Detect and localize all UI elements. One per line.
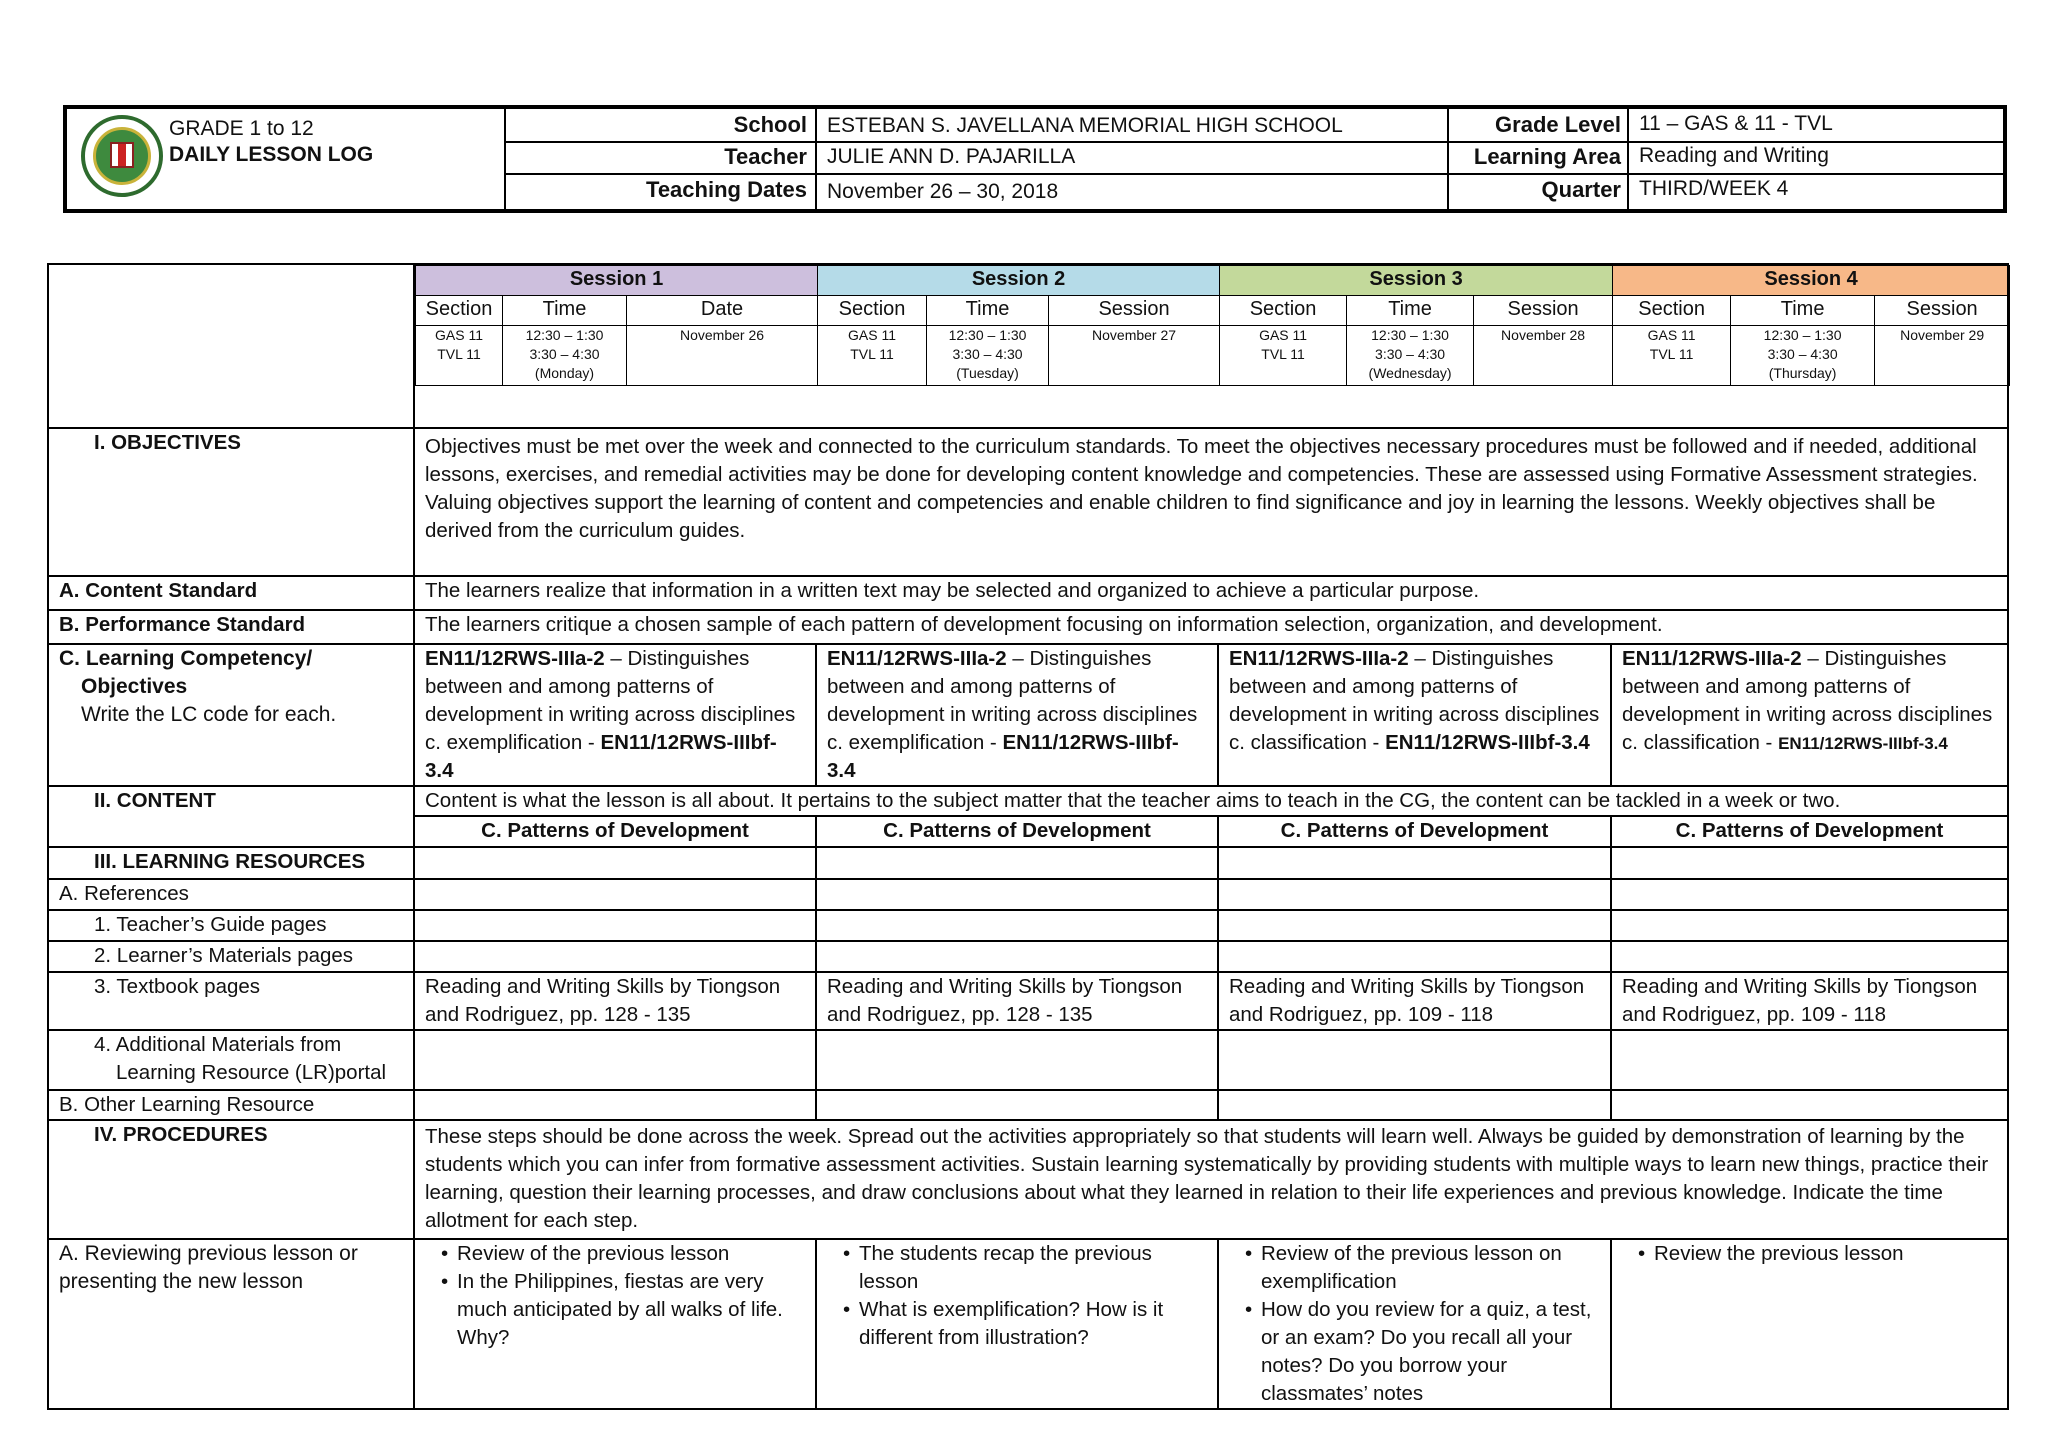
list-item: • What is exemplification? How is it different from illustration? — [845, 1296, 1207, 1352]
col-header: Section — [1613, 295, 1731, 326]
col-header: Time — [1347, 295, 1474, 326]
list-item: • Review of the previous lesson — [443, 1240, 805, 1268]
daily-lesson-log-table — [47, 263, 2009, 1410]
textbook-pages-session-4: Reading and Writing Skills by Tiongson and Rodriguez, pp. 109 - 118 — [1611, 972, 2008, 1030]
session-time: 12:30 – 1:30 3:30 – 4:30 (Wednesday) — [1347, 326, 1474, 385]
review-session-4 — [1611, 1239, 2008, 1409]
col-header: Date — [627, 295, 818, 326]
school-seal-icon — [81, 115, 163, 197]
references-label: A. References — [48, 879, 414, 910]
objectives-text: Objectives must be met over the week and connected to the curriculum standards. To meet the objectives necessary procedures must be followed and if needed, additional lessons, exercises, and remedial activities may be done for developing content knowledge and competencies. These are assessed using Formative Assessment strategies. Valuing objectives support the learning of content and competencies and enable children to find significance and joy in learning the lessons. Weekly objectives shall be derived from the curriculum guides. — [414, 428, 2008, 576]
content-standard-label: A. Content Standard — [48, 576, 414, 610]
session-time: 12:30 – 1:30 3:30 – 4:30 (Monday) — [503, 326, 627, 385]
learning-area: Reading and Writing — [1639, 144, 1829, 167]
grade-level: 11 – GAS & 11 - TVL — [1639, 112, 1833, 135]
procedures-label: IV. PROCEDURES — [48, 1120, 414, 1239]
session-3-header: Session 3 — [1220, 266, 1613, 296]
col-header: Section — [1220, 295, 1347, 326]
list-item: • Review the previous lesson — [1640, 1240, 1997, 1268]
session-sections: GAS 11 TVL 11 — [818, 326, 927, 385]
textbook-pages-session-3: Reading and Writing Skills by Tiongson and Rodriguez, pp. 109 - 118 — [1218, 972, 1611, 1030]
additional-materials-label: 4. Additional Materials from Learning Resource (LR)portal — [48, 1030, 414, 1090]
col-header: Time — [1731, 295, 1875, 326]
col-header: Time — [927, 295, 1049, 326]
session-sections: GAS 11 TVL 11 — [416, 326, 503, 385]
teachers-guide-label: 1. Teacher’s Guide pages — [48, 910, 414, 941]
textbook-pages-session-1: Reading and Writing Skills by Tiongson and Rodriguez, pp. 128 - 135 — [414, 972, 816, 1030]
session-time: 12:30 – 1:30 3:30 – 4:30 (Tuesday) — [927, 326, 1049, 385]
teaching-dates: November 26 – 30, 2018 — [827, 180, 1059, 203]
review-session-2 — [816, 1239, 1218, 1409]
learning-area-label: Learning Area — [1473, 144, 1621, 169]
blank-corner-cell — [48, 264, 414, 428]
review-session-3 — [1218, 1239, 1611, 1409]
list-item: • In the Philippines, fiestas are very much anticipated by all walks of life. Why? — [443, 1268, 805, 1352]
list-item: • The students recap the previous lesson — [845, 1240, 1207, 1296]
teacher-label: Teacher — [724, 144, 807, 169]
content-standard-text: The learners realize that information in a written text may be selected and organized to achieve a particular purpose. — [414, 576, 2008, 610]
performance-standard-text: The learners critique a chosen sample of each pattern of development focusing on information selection, organization, and development. — [414, 610, 2008, 644]
textbook-pages-label: 3. Textbook pages — [48, 972, 414, 1030]
col-header: Session — [1049, 295, 1220, 326]
session-date: November 27 — [1049, 326, 1220, 385]
session-time: 12:30 – 1:30 3:30 – 4:30 (Thursday) — [1731, 326, 1875, 385]
content-label: II. CONTENT — [48, 786, 414, 847]
session-sections: GAS 11 TVL 11 — [1220, 326, 1347, 385]
session-date: November 28 — [1474, 326, 1613, 385]
school-name: ESTEBAN S. JAVELLANA MEMORIAL HIGH SCHOOL — [827, 114, 1343, 137]
competency-session-1: EN11/12RWS-IIIa-2 – Distinguishes between and among patterns of development in writing across disciplines c. exemplification - EN11/12RWS-IIIbf-3.4 — [414, 644, 816, 786]
col-header: Session — [1875, 295, 2010, 326]
session-schedule — [414, 264, 2008, 428]
col-header: Time — [503, 295, 627, 326]
learners-materials-label: 2. Learner’s Materials pages — [48, 941, 414, 972]
competency-session-3: EN11/12RWS-IIIa-2 – Distinguishes between and among patterns of development in writing across disciplines c. classification - EN11/12RWS-IIIbf-3.4 — [1218, 644, 1611, 786]
quarter: THIRD/WEEK 4 — [1639, 177, 1789, 200]
objectives-label: I. OBJECTIVES — [48, 428, 414, 576]
col-header: Section — [818, 295, 927, 326]
lesson-log-header — [63, 105, 2007, 213]
session-2-header: Session 2 — [818, 266, 1220, 296]
competency-session-4: EN11/12RWS-IIIa-2 – Distinguishes between and among patterns of development in writing across disciplines c. classification - EN11/12RWS-IIIbf-3.4 — [1611, 644, 2008, 786]
content-topic: C. Patterns of Development — [1611, 816, 2008, 847]
log-title: DAILY LESSON LOG — [169, 143, 374, 166]
teacher-name: JULIE ANN D. PAJARILLA — [827, 145, 1076, 168]
session-sections: GAS 11 TVL 11 — [1613, 326, 1731, 385]
grade-level-label: Grade Level — [1495, 112, 1621, 137]
competency-session-2: EN11/12RWS-IIIa-2 – Distinguishes between and among patterns of development in writing across disciplines c. exemplification - EN11/12RWS-IIIbf-3.4 — [816, 644, 1218, 786]
reviewing-lesson-label: A. Reviewing previous lesson or presenting the new lesson — [48, 1239, 414, 1409]
quarter-label: Quarter — [1541, 177, 1621, 202]
session-date: November 26 — [627, 326, 818, 385]
procedures-text: These steps should be done across the week. Spread out the activities appropriately so that students will learn well. Always be guided by demonstration of learning by the students which you can infer from formative assessment activities. Sustain learning systematically by providing students with multiple ways to learn new things, practice their learning, question their learning processes, and draw conclusions about what they learned in relation to their life experiences and previous knowledge. Indicate the time allotment for each step. — [414, 1120, 2008, 1239]
content-text: Content is what the lesson is all about. It pertains to the subject matter that the teacher aims to teach in the CG, the content can be tackled in a week or two. — [414, 786, 2008, 816]
grade-range: GRADE 1 to 12 — [169, 117, 314, 140]
col-header: Session — [1474, 295, 1613, 326]
content-topic: C. Patterns of Development — [414, 816, 816, 847]
review-session-1 — [414, 1239, 816, 1409]
session-date: November 29 — [1875, 326, 2010, 385]
col-header: Section — [416, 295, 503, 326]
list-item: • Review of the previous lesson on exemplification — [1247, 1240, 1600, 1296]
learning-competency-label: C. Learning Competency/ Objectives Write the LC code for each. — [48, 644, 414, 786]
session-4-header: Session 4 — [1613, 266, 2010, 296]
textbook-pages-session-2: Reading and Writing Skills by Tiongson and Rodriguez, pp. 128 - 135 — [816, 972, 1218, 1030]
session-1-header: Session 1 — [416, 266, 818, 296]
performance-standard-label: B. Performance Standard — [48, 610, 414, 644]
other-learning-resource-label: B. Other Learning Resource — [48, 1090, 414, 1120]
learning-resources-label: III. LEARNING RESOURCES — [48, 847, 414, 879]
list-item: • How do you review for a quiz, a test, or an exam? Do you recall all your notes? Do you borrow your classmates’ notes — [1247, 1296, 1600, 1408]
content-topic: C. Patterns of Development — [1218, 816, 1611, 847]
school-label: School — [733, 112, 807, 137]
teaching-dates-label: Teaching Dates — [646, 177, 807, 202]
content-topic: C. Patterns of Development — [816, 816, 1218, 847]
